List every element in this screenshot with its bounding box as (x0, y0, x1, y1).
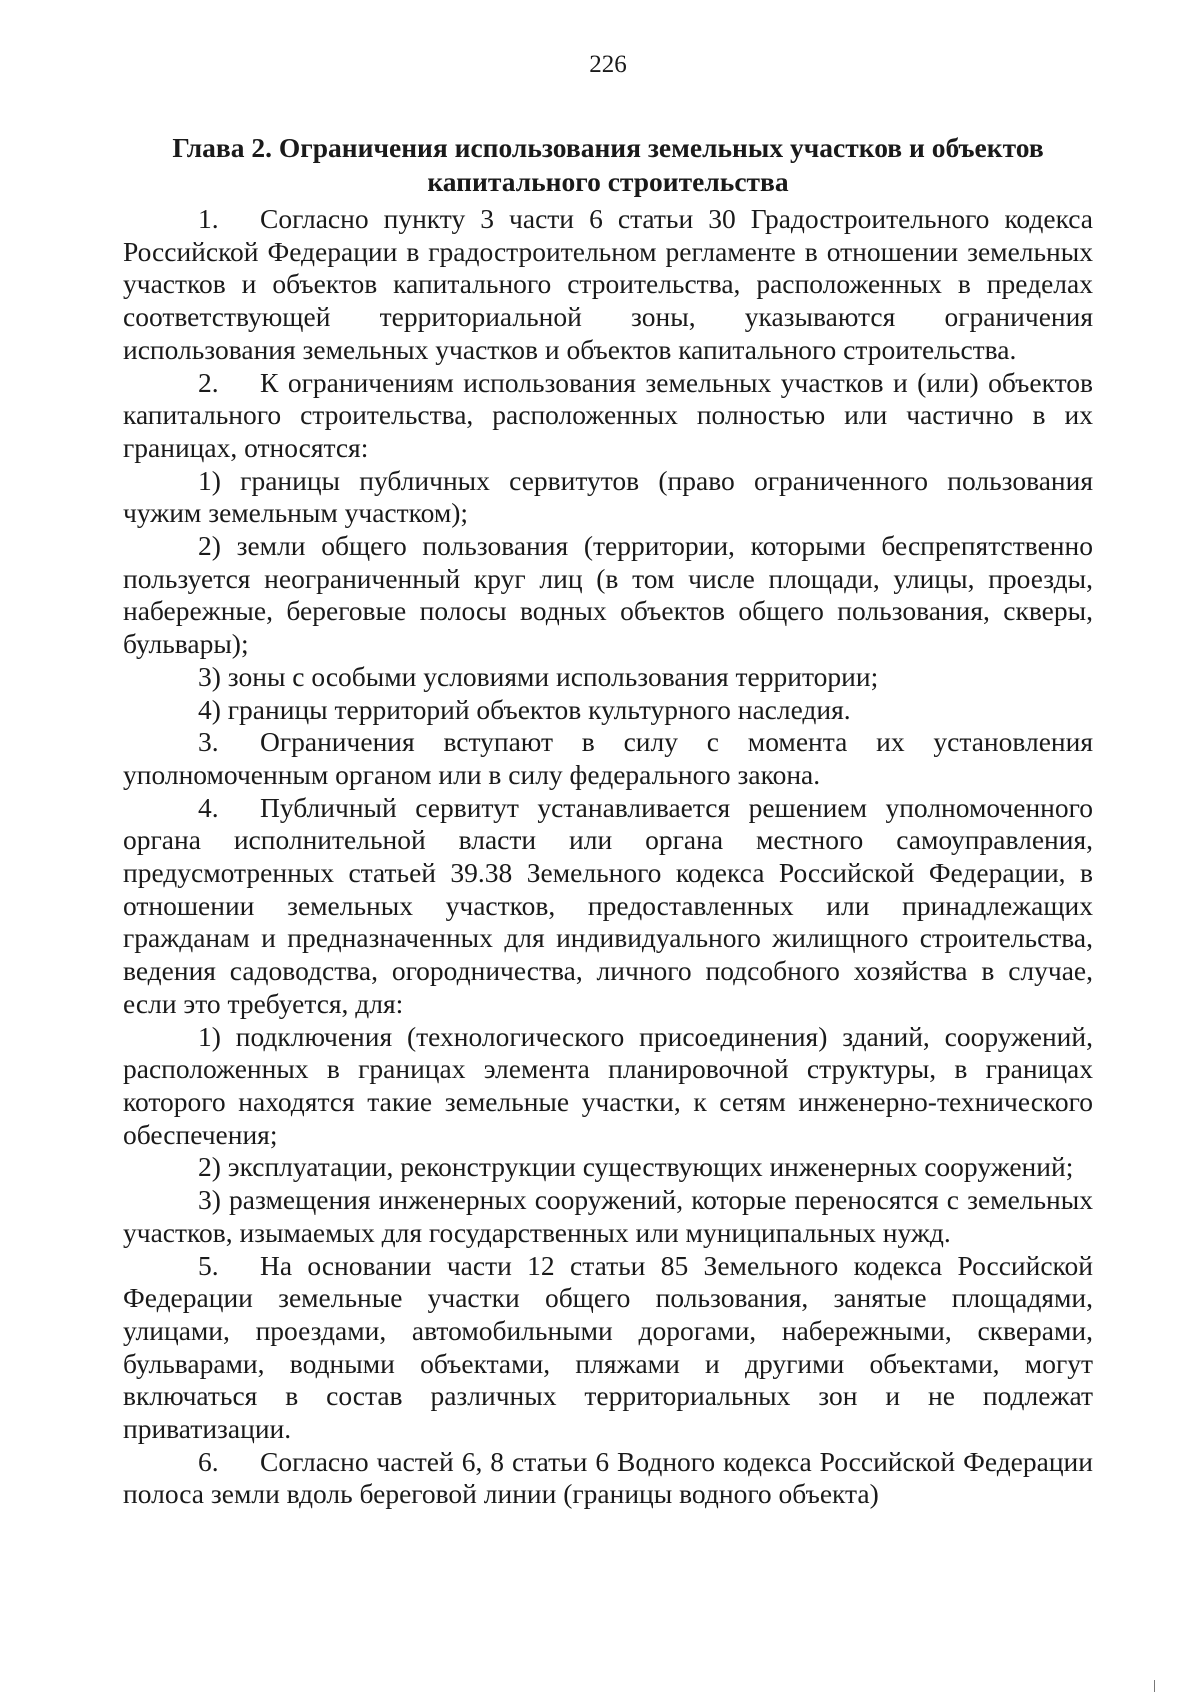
list-item: 2) земли общего пользования (территории, которыми беспрепятственно пользуется неограниченный круг лиц (в том числе площади, улицы, проезды, набережные, береговые полосы водных объектов общего пользования, скверы, бульвары); (123, 530, 1093, 660)
paragraph-number: 6. (198, 1445, 219, 1477)
chapter-title: Глава 2. Ограничения использования земельных участков и объектов капитального строительства (172, 132, 1044, 197)
numbered-paragraph (123, 1446, 1093, 1511)
page-number: 226 (589, 51, 627, 78)
numbered-paragraph (123, 726, 1093, 791)
document-body (123, 203, 1093, 1511)
list-item: 2) эксплуатации, реконструкции существующих инженерных сооружений; (198, 1151, 1074, 1183)
paragraph-text: Ограничения вступают в силу с момента их установления уполномоченным органом или в силу федерального закона. (123, 726, 1093, 790)
paragraph-text: На основании части 12 статьи 85 Земельного кодекса Российской Федерации земельные участки общего пользования, занятые площадями, улицами, проездами, автомобильными дорогами, набережными, скверами, бульварами, водными объектами, пляжами и другими объектами, могут включаться в состав различных территориальных зон и не подлежат приватизации. (123, 1249, 1093, 1445)
paragraph-text: Согласно частей 6, 8 статьи 6 Водного кодекса Российской Федерации полоса земли вдоль береговой линии (границы водного объекта) (123, 1445, 1093, 1510)
numbered-paragraph (123, 792, 1093, 1021)
list-item: 3) размещения инженерных сооружений, которые переносятся с земельных участков, изымаемых для государственных или муниципальных нужд. (123, 1184, 1093, 1248)
numbered-paragraph (123, 1250, 1093, 1446)
numbered-paragraph (123, 203, 1093, 367)
paragraph-text: Публичный сервитут устанавливается решением уполномоченного органа исполнительной власти или органа местного самоуправления, предусмотренных статьей 39.38 Земельного кодекса Российской Федерации, в отношении земельных участков, предоставленных или принадлежащих гражданам и предназначенных для индивидуального жилищного строительства, ведения садоводства, огородничества, личного подсобного хозяйства в случае, если это требуется, для: (123, 791, 1093, 1019)
paragraph-number: 5. (198, 1249, 219, 1281)
paragraph-text: Согласно пункту 3 части 6 статьи 30 Градостроительного кодекса Российской Федерации в градостроительном регламенте в отношении земельных участков и объектов капитального строительства, расположенных в пределах соответствующей территориальной зоны, указываются ограничения использования земельных участков и объектов капитального строительства. (123, 203, 1093, 365)
list-item: 4) границы территорий объектов культурного наследия. (198, 693, 851, 725)
numbered-paragraph (123, 367, 1093, 465)
list-item: 1) границы публичных сервитутов (право ограниченного пользования чужим земельным участком); (123, 464, 1093, 529)
paragraph-number: 4. (198, 791, 219, 823)
paragraph-text: К ограничениям использования земельных участков и (или) объектов капитального строительства, расположенных полностью или частично в их границах, относятся: (123, 366, 1093, 463)
paragraph-number: 1. (198, 203, 219, 234)
scan-edge-mark (1154, 1680, 1155, 1692)
list-item: 3) зоны с особыми условиями использования территории; (198, 660, 879, 692)
list-item: 1) подключения (технологического присоединения) зданий, сооружений, расположенных в границах элемента планировочной структуры, в границах которого находятся такие земельные участки, к сетям инженерно-технического обеспечения; (123, 1020, 1093, 1150)
paragraph-number: 2. (198, 366, 219, 398)
paragraph-number: 3. (198, 726, 219, 758)
